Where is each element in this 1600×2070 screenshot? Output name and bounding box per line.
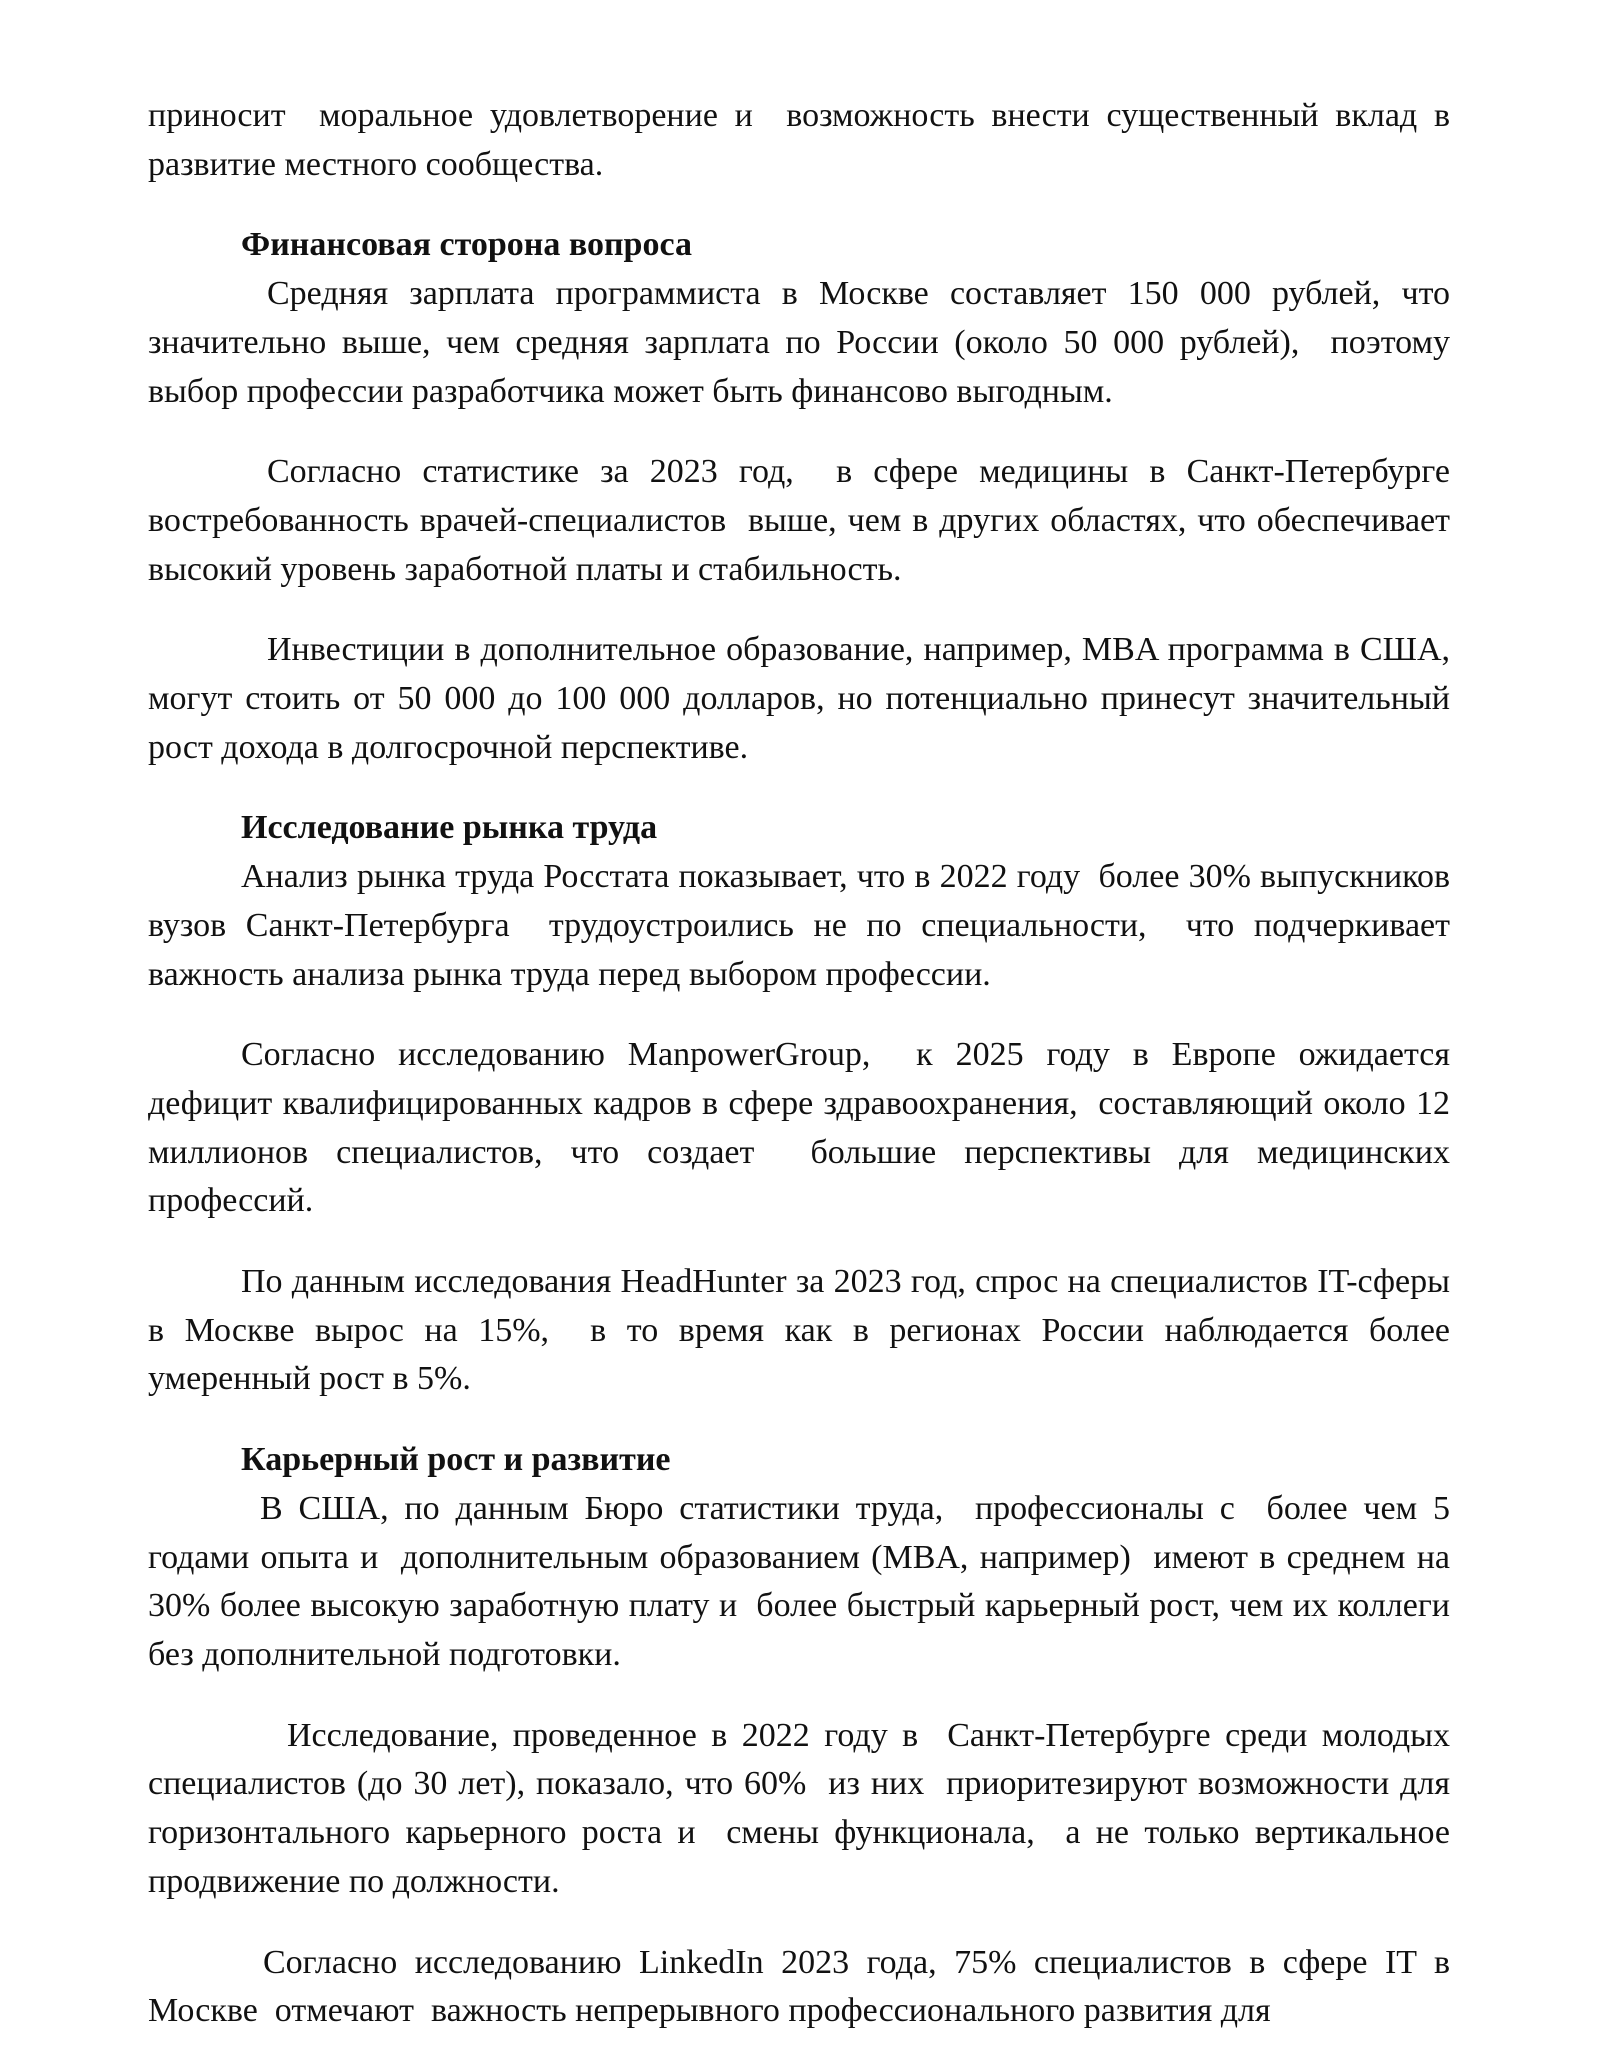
paragraph-headhunter: По данным исследования HeadHunter за 2023 год, спрос на специалистов IT-сферы в Москве вырос на 15%, в то время как в регионах России наблюдается более умеренный рост в 5%. [148,1263,1459,1398]
paragraph-mba-investment: Инвестиции в дополнительное образование, например, MBA программа в США, могут стоить от 50 000 до 100 000 долларов, но потенциально принесут значительный рост дохода в долгосрочной перспективе. [148,631,1459,766]
intro-paragraph: приносит моральное удовлетворение и возможность внести существенный вклад в развитие местного сообщества. [148,97,1459,183]
paragraph-programmer-salary: Средняя зарплата программиста в Москве составляет 150 000 рублей, что значительно выше, чем средняя зарплата по России (около 50 000 рублей), поэтому выбор профессии разработчика может быть финансово выгодным. [148,275,1459,410]
section-heading-financial: Финансовая сторона вопроса [241,226,692,264]
paragraph-linkedin: Согласно исследованию LinkedIn 2023 года, 75% специалистов в сфере IT в Москве отмечают важность непрерывного профессионального развития для [148,1943,1459,2030]
paragraph-bls-usa: В США, по данным Бюро статистики труда, профессионалы с более чем 5 годами опыта и дополнительным образованием (MBA, например) имеют в среднем на 30% более высокую заработную плату и более быстрый карьерный рост, чем их коллеги без дополнительной подготовки. [148,1489,1459,1673]
paragraph-medicine-demand: Согласно статистике за 2023 год, в сфере медицины в Санкт-Петербурге востребованность врачей-специалистов выше, чем в других областях, что обеспечивает высокий уровень заработной платы и стабильность. [148,453,1467,588]
paragraph-rosstat-analysis: Анализ рынка труда Росстата показывает, что в 2022 году более 30% выпускников вузов Санкт-Петербурга трудоустроились не по специальности, что подчеркивает важность анализа рынка труда перед выбором профессии. [148,858,1459,993]
section-heading-labor-market: Исследование рынка труда [241,809,658,847]
section-heading-career-growth: Карьерный рост и развитие [241,1441,671,1479]
paragraph-spb-study: Исследование, проведенное в 2022 году в Санкт-Петербурге среди молодых специалистов (до 30 лет), показало, что 60% из них приоритезируют возможности для горизонтального карьерного роста и смены функционала, а не только вертикальное продвижение по должности. [148,1716,1467,1900]
paragraph-manpowergroup: Согласно исследованию ManpowerGroup, к 2025 году в Европе ожидается дефицит квалифицированных кадров в сфере здравоохранения, составляющий около 12 миллионов специалистов, что создает большие перспективы для медицинских профессий. [148,1036,1459,1220]
